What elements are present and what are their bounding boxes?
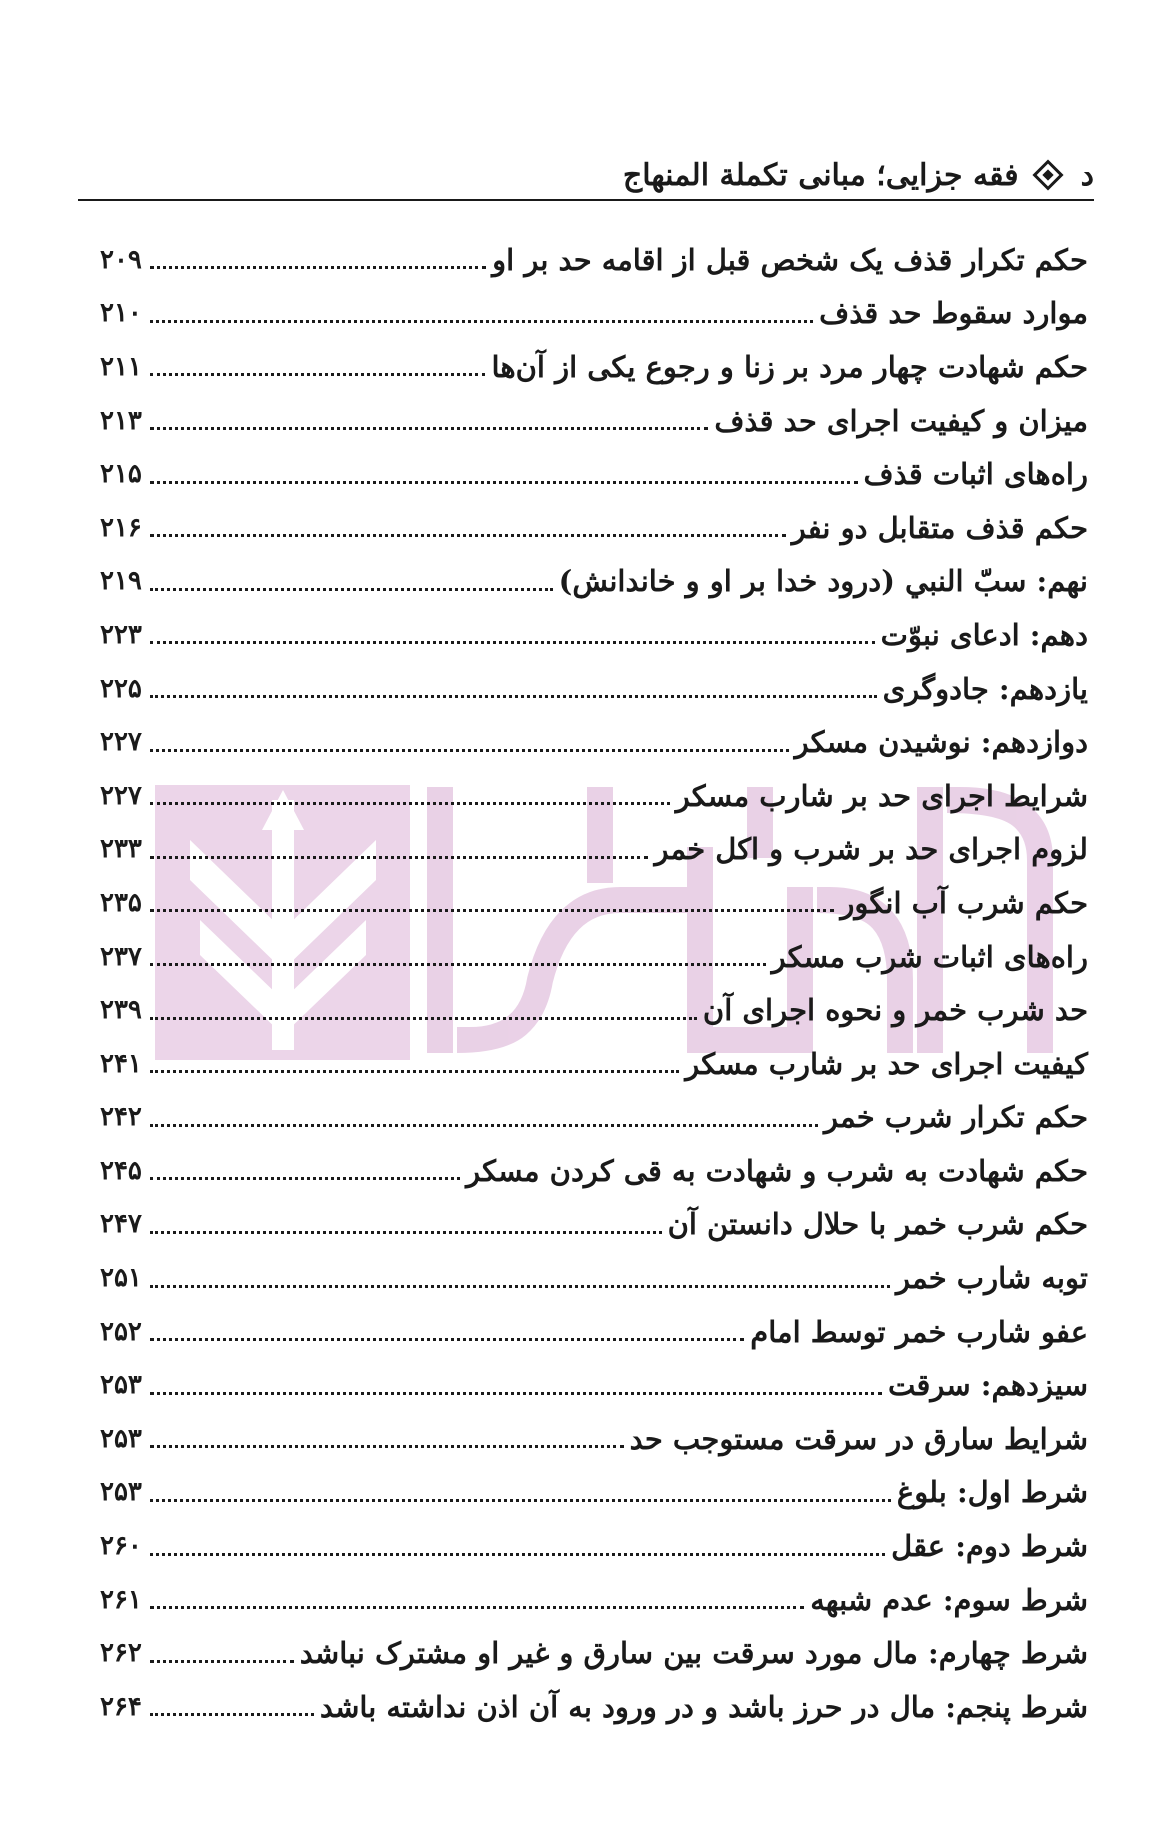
dot-leader <box>150 1547 885 1556</box>
toc-entry-title: سیزدهم: سرقت <box>888 1368 1088 1403</box>
toc-entry-page: ۲۶۲ <box>100 1638 142 1669</box>
toc-entry-title: حکم تکرار قذف یک شخص قبل از اقامه حد بر او <box>492 242 1088 277</box>
dot-leader <box>150 528 786 537</box>
book-title: فقه جزایی؛ مبانی تکملة المنهاج <box>622 157 1019 193</box>
dot-leader <box>150 957 766 966</box>
toc-entry-title: موارد سقوط حد قذف <box>819 296 1088 331</box>
toc-entry <box>100 1626 1088 1680</box>
toc-entry <box>100 1305 1088 1359</box>
toc-entry-page: ۲۱۶ <box>100 512 142 543</box>
toc-entry-title: حکم شهادت چهار مرد بر زنا و رجوع یکی از آن‌ها <box>491 349 1088 384</box>
toc-entry <box>100 447 1088 501</box>
toc-entry <box>100 1037 1088 1091</box>
toc-entry-page: ۲۵۳ <box>100 1370 142 1401</box>
toc-entry <box>100 876 1088 930</box>
toc-entry-title: شرط اول: بلوغ <box>896 1475 1088 1510</box>
toc-entry-page: ۲۴۱ <box>100 1048 142 1079</box>
dot-leader <box>150 1064 679 1073</box>
dot-leader <box>150 314 813 323</box>
toc-entry-page: ۲۶۴ <box>100 1691 142 1722</box>
toc-entry <box>100 1198 1088 1252</box>
toc-entry-page: ۲۳۳ <box>100 834 142 865</box>
toc-entry-title: حکم شرب خمر با حلال دانستن آن <box>667 1207 1088 1242</box>
toc-entry-title: کیفیت اجرای حد بر شارب مسکر <box>685 1046 1088 1081</box>
toc-entry-title: شرایط اجرای حد بر شارب مسکر <box>675 778 1088 813</box>
dot-leader <box>150 1279 890 1288</box>
toc-entry <box>100 1358 1088 1412</box>
dot-leader <box>150 1707 314 1716</box>
toc-entry-title: دهم: ادعای نبوّت <box>880 617 1088 652</box>
toc-entry-title: شرط سوم: عدم شبهه <box>810 1582 1088 1617</box>
toc-entry-page: ۲۱۳ <box>100 405 142 436</box>
toc-entry-page: ۲۴۲ <box>100 1102 142 1133</box>
dot-leader <box>150 1118 818 1127</box>
toc-entry-title: عفو شارب خمر توسط امام <box>750 1314 1088 1349</box>
dot-leader <box>150 582 553 591</box>
dot-leader <box>150 1171 460 1180</box>
running-header <box>78 150 1094 200</box>
toc-entry-title: حکم شهادت به شرب و شهادت به قی کردن مسکر <box>466 1153 1088 1188</box>
toc-entry <box>100 1680 1088 1734</box>
toc-entry <box>100 1466 1088 1520</box>
table-of-contents <box>100 233 1088 1734</box>
toc-entry <box>100 340 1088 394</box>
toc-entry-page: ۲۵۳ <box>100 1477 142 1508</box>
toc-entry <box>100 1091 1088 1145</box>
dot-leader <box>150 1386 882 1395</box>
toc-entry-page: ۲۱۰ <box>100 298 142 329</box>
toc-entry <box>100 1412 1088 1466</box>
dot-leader <box>150 635 875 644</box>
toc-entry-page: ۲۳۵ <box>100 887 142 918</box>
toc-entry-page: ۲۶۰ <box>100 1531 142 1562</box>
toc-entry-page: ۲۲۵ <box>100 673 142 704</box>
toc-entry <box>100 662 1088 716</box>
toc-entry <box>100 715 1088 769</box>
toc-entry <box>100 287 1088 341</box>
toc-entry-page: ۲۱۹ <box>100 566 142 597</box>
toc-entry <box>100 1144 1088 1198</box>
dot-leader <box>150 796 670 805</box>
toc-entry-title: لزوم اجرای حد بر شرب و اکل خمر <box>654 832 1088 867</box>
dot-leader <box>150 1654 294 1663</box>
toc-entry-page: ۲۴۵ <box>100 1155 142 1186</box>
dot-leader <box>150 903 834 912</box>
toc-entry-title: شرط دوم: عقل <box>891 1529 1088 1564</box>
toc-entry-title: حکم شرب آب انگور <box>840 885 1088 920</box>
dot-leader <box>150 260 486 269</box>
toc-entry-page: ۲۶۱ <box>100 1584 142 1615</box>
toc-entry-page: ۲۵۳ <box>100 1423 142 1454</box>
toc-entry <box>100 1519 1088 1573</box>
dot-leader <box>150 1493 891 1502</box>
toc-entry-title: توبه شارب خمر <box>896 1261 1088 1296</box>
toc-entry-page: ۲۳۹ <box>100 995 142 1026</box>
header-rule <box>78 199 1094 201</box>
toc-entry <box>100 930 1088 984</box>
toc-entry-title: میزان و کیفیت اجرای حد قذف <box>714 403 1088 438</box>
toc-entry <box>100 983 1088 1037</box>
toc-entry-title: حکم تکرار شرب خمر <box>824 1100 1088 1135</box>
toc-entry <box>100 555 1088 609</box>
toc-entry-page: ۲۲۷ <box>100 727 142 758</box>
dot-leader <box>150 1225 662 1234</box>
toc-entry <box>100 608 1088 662</box>
toc-entry-title: شرط پنجم: مال در حرز باشد و در ورود به آن اذن نداشته باشد <box>319 1689 1088 1724</box>
dot-leader <box>150 1011 697 1020</box>
diamond-ornament-icon <box>1032 159 1063 190</box>
dot-leader <box>150 1332 744 1341</box>
toc-entry-title: حکم قذف متقابل دو نفر <box>791 510 1088 545</box>
dot-leader <box>150 743 789 752</box>
dot-leader <box>150 1600 804 1609</box>
dot-leader <box>150 367 485 376</box>
toc-entry <box>100 769 1088 823</box>
toc-entry-page: ۲۳۷ <box>100 941 142 972</box>
toc-entry-title: شرط چهارم: مال مورد سرقت بین سارق و غیر او مشترک نباشد <box>299 1636 1088 1671</box>
toc-entry-title: یازدهم: جادوگری <box>882 671 1088 706</box>
toc-entry-title: راه‌های اثبات شرب مسکر <box>771 939 1088 974</box>
toc-entry-page: ۲۵۱ <box>100 1263 142 1294</box>
dot-leader <box>150 689 877 698</box>
dot-leader <box>150 421 708 430</box>
toc-entry-title: حد شرب خمر و نحوه اجرای آن <box>702 993 1088 1028</box>
toc-entry <box>100 1251 1088 1305</box>
dot-leader <box>150 850 648 859</box>
toc-entry-page: ۲۴۷ <box>100 1209 142 1240</box>
toc-entry-title: نهم: سبّ النبي (درود خدا بر او و خاندانش) <box>558 564 1088 599</box>
dot-leader <box>150 1439 624 1448</box>
toc-entry-page: ۲۲۳ <box>100 619 142 650</box>
toc-entry-page: ۲۵۲ <box>100 1316 142 1347</box>
toc-entry <box>100 823 1088 877</box>
toc-entry <box>100 501 1088 555</box>
dot-leader <box>150 475 858 484</box>
toc-entry-page: ۲۱۱ <box>100 351 142 382</box>
toc-entry-page: ۲۲۷ <box>100 780 142 811</box>
toc-entry-title: دوازدهم: نوشیدن مسکر <box>794 725 1088 760</box>
page-folio: د <box>1080 157 1094 193</box>
toc-entry-page: ۲۰۹ <box>100 244 142 275</box>
toc-entry <box>100 1573 1088 1627</box>
toc-entry-title: شرایط سارق در سرقت مستوجب حد <box>629 1421 1088 1456</box>
toc-entry-page: ۲۱۵ <box>100 459 142 490</box>
toc-entry-title: راه‌های اثبات قذف <box>863 457 1088 492</box>
toc-entry <box>100 394 1088 448</box>
toc-entry <box>100 233 1088 287</box>
